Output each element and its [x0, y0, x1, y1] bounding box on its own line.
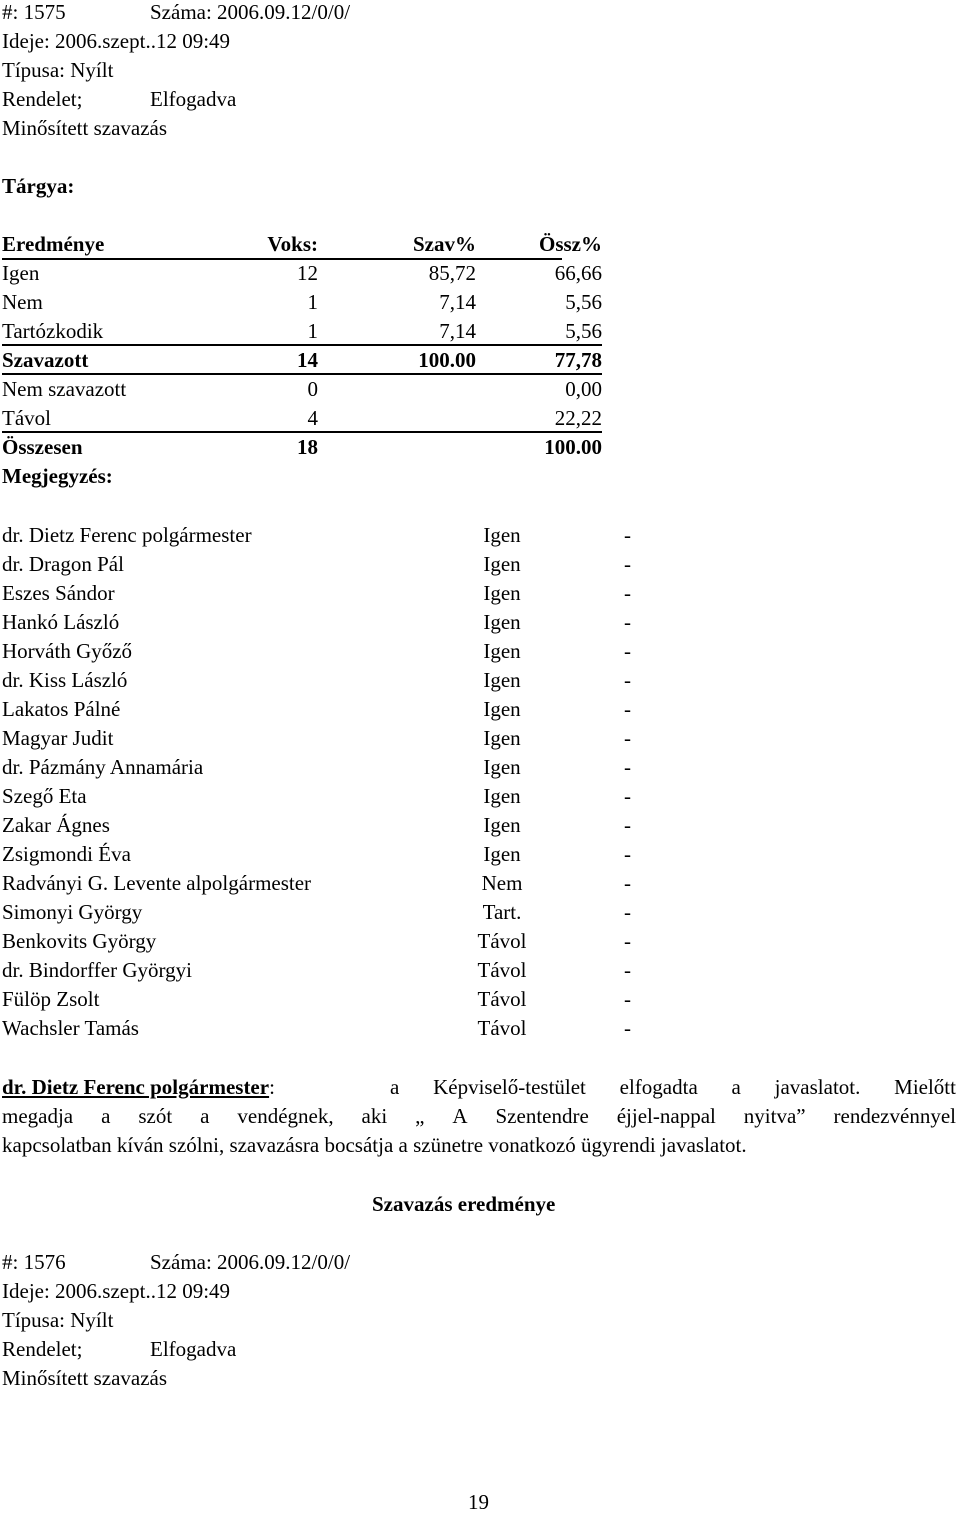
- member-name: Szegő Eta: [2, 784, 87, 808]
- results-cell-szav: 7,14: [439, 319, 476, 343]
- record-targya: Tárgya:: [2, 174, 75, 198]
- record-number: #: 1575: [2, 0, 66, 24]
- member-vote-dash: -: [624, 871, 631, 895]
- results-cell-label: Összesen: [2, 435, 83, 459]
- results-cell-szav: 100.00: [418, 348, 476, 372]
- member-vote-row: [2, 666, 642, 695]
- member-vote-dash: -: [624, 813, 631, 837]
- member-vote-row: [2, 985, 642, 1014]
- record-elfogadva: Elfogadva: [150, 1337, 237, 1361]
- member-vote-row: [2, 956, 642, 985]
- member-name: dr. Pázmány Annamária: [2, 755, 204, 779]
- record-rendelet: Rendelet;: [2, 87, 83, 111]
- results-cell-label: Igen: [2, 261, 40, 285]
- paragraph-speaker-wrap: [2, 1073, 275, 1102]
- results-cell-label: Szavazott: [2, 348, 89, 372]
- paragraph-line-1-word: javaslatot.: [774, 1075, 861, 1099]
- member-vote-row: [2, 521, 642, 550]
- member-vote-dash: -: [624, 523, 631, 547]
- member-vote-row: [2, 1014, 642, 1043]
- member-name: Eszes Sándor: [2, 581, 115, 605]
- member-name: Magyar Judit: [2, 726, 114, 750]
- results-cell-voks: 0: [307, 377, 318, 401]
- paragraph-line-1-word: a: [390, 1075, 400, 1099]
- record-tipusa: Típusa: Nyílt: [2, 1308, 114, 1332]
- record-szama: Száma: 2006.09.12/0/0/: [150, 1250, 351, 1274]
- record-minositett: Minősített szavazás: [2, 1366, 168, 1390]
- member-vote-row: [2, 579, 642, 608]
- results-cell-ossz: 100.00: [544, 435, 602, 459]
- results-cell-ossz: 5,56: [565, 290, 602, 314]
- member-vote-dash: -: [624, 697, 631, 721]
- member-vote-value: Tart.: [482, 900, 522, 924]
- paragraph-line-2-word: rendezvénnyel: [833, 1104, 956, 1128]
- minutes-paragraph: [2, 1073, 956, 1160]
- member-vote-row: [2, 550, 642, 579]
- member-vote-dash: -: [624, 1016, 631, 1040]
- member-vote-value: Igen: [483, 842, 521, 866]
- record-ideje: Ideje: 2006.szept..12 09:49: [2, 1279, 231, 1303]
- member-vote-dash: -: [624, 784, 631, 808]
- member-name: Simonyi György: [2, 900, 143, 924]
- results-header-szav: Szav%: [413, 232, 476, 256]
- results-cell-ossz: 22,22: [554, 406, 602, 430]
- member-vote-value: Igen: [483, 668, 521, 692]
- results-cell-ossz: 66,66: [554, 261, 602, 285]
- member-vote-row: [2, 724, 642, 753]
- paragraph-line-2-word: Szentendre: [495, 1104, 589, 1128]
- member-vote-value: Nem: [481, 871, 523, 895]
- member-name: Radványi G. Levente alpolgármester: [2, 871, 312, 895]
- results-cell-voks: 4: [307, 406, 318, 430]
- member-vote-dash: -: [624, 552, 631, 576]
- record-number: #: 1576: [2, 1250, 66, 1274]
- results-row-osszesen: [2, 433, 606, 462]
- member-vote-row: [2, 927, 642, 956]
- results-cell-label: Távol: [2, 406, 51, 430]
- paragraph-line-2-word: a: [200, 1104, 210, 1128]
- member-vote-dash: -: [624, 987, 631, 1011]
- results-cell-label: Nem: [2, 290, 43, 314]
- member-vote-value: Távol: [477, 929, 527, 953]
- member-name: dr. Bindorffer Györgyi: [2, 958, 192, 982]
- record-minositett: Minősített szavazás: [2, 116, 168, 140]
- paragraph-line-2-word: éjjel-nappal: [616, 1104, 716, 1128]
- results-cell-szav: 85,72: [428, 261, 476, 285]
- paragraph-line-2-word: szót: [138, 1104, 173, 1128]
- member-vote-value: Igen: [483, 726, 521, 750]
- results-header-ossz: Össz%: [539, 232, 602, 256]
- record-szama: Száma: 2006.09.12/0/0/: [150, 0, 351, 24]
- paragraph-line-2: [2, 1102, 956, 1131]
- member-vote-row: [2, 782, 642, 811]
- member-vote-value: Igen: [483, 755, 521, 779]
- results-row: [2, 288, 606, 317]
- results-cell-szav: 7,14: [439, 290, 476, 314]
- member-vote-row: [2, 695, 642, 724]
- paragraph-line-3: kapcsolatban kíván szólni, szavazásra bocsátja a szünetre vonatkozó ügyrendi javaslatot.: [2, 1133, 747, 1157]
- results-cell-ossz: 77,78: [554, 348, 602, 372]
- paragraph-line-2-word: vendégnek,: [237, 1104, 334, 1128]
- paragraph-line-2-word: „: [415, 1104, 425, 1128]
- results-cell-ossz: 0,00: [565, 377, 602, 401]
- member-vote-row: [2, 637, 642, 666]
- paragraph-line-1: [2, 1073, 956, 1102]
- results-row: [2, 375, 606, 404]
- member-vote-dash: -: [624, 639, 631, 663]
- results-cell-ossz: 5,56: [565, 319, 602, 343]
- member-vote-dash: -: [624, 668, 631, 692]
- results-cell-voks: 1: [307, 319, 318, 343]
- megjegyzes-label: Megjegyzés:: [2, 464, 113, 488]
- member-name: dr. Dietz Ferenc polgármester: [2, 523, 252, 547]
- member-vote-value: Igen: [483, 813, 521, 837]
- member-vote-value: Igen: [483, 552, 521, 576]
- member-name: Wachsler Tamás: [2, 1016, 139, 1040]
- member-vote-dash: -: [624, 610, 631, 634]
- member-vote-dash: -: [624, 842, 631, 866]
- member-name: Fülöp Zsolt: [2, 987, 100, 1011]
- member-vote-value: Igen: [483, 639, 521, 663]
- member-name: dr. Dragon Pál: [2, 552, 124, 576]
- paragraph-line-1-word: elfogadta: [619, 1075, 698, 1099]
- record-tipusa: Típusa: Nyílt: [2, 58, 114, 82]
- member-name: Zsigmondi Éva: [2, 842, 131, 866]
- member-vote-value: Igen: [483, 697, 521, 721]
- member-vote-row: [2, 753, 642, 782]
- paragraph-line-2-word: A: [452, 1104, 468, 1128]
- results-header-label: Eredménye: [2, 232, 105, 256]
- paragraph-line-1-rest: [390, 1073, 956, 1102]
- member-vote-dash: -: [624, 726, 631, 750]
- results-cell-label: Nem szavazott: [2, 377, 127, 401]
- page-number: 19: [468, 1490, 489, 1514]
- member-vote-value: Távol: [477, 1016, 527, 1040]
- member-vote-value: Igen: [483, 610, 521, 634]
- paragraph-line-2-word: aki: [361, 1104, 388, 1128]
- member-vote-row: [2, 811, 642, 840]
- paragraph-line-2-word: megadja: [2, 1104, 74, 1128]
- member-vote-row: [2, 898, 642, 927]
- member-vote-value: Távol: [477, 958, 527, 982]
- member-name: Zakar Ágnes: [2, 813, 110, 837]
- member-vote-dash: -: [624, 958, 631, 982]
- member-vote-row: [2, 869, 642, 898]
- record-ideje: Ideje: 2006.szept..12 09:49: [2, 29, 231, 53]
- member-name: Lakatos Pálné: [2, 697, 121, 721]
- results-cell-label: Tartózkodik: [2, 319, 104, 343]
- results-cell-voks: 1: [307, 290, 318, 314]
- results-header-voks: Voks:: [267, 232, 318, 256]
- results-row: [2, 259, 606, 288]
- record-rendelet: Rendelet;: [2, 1337, 83, 1361]
- results-cell-voks: 12: [297, 261, 318, 285]
- member-vote-row: [2, 840, 642, 869]
- record-elfogadva: Elfogadva: [150, 87, 237, 111]
- member-vote-dash: -: [624, 755, 631, 779]
- member-name: dr. Kiss László: [2, 668, 128, 692]
- paragraph-line-2-word: nyitva”: [743, 1104, 806, 1128]
- results-row-szavazott: [2, 346, 606, 375]
- results-header-row: [2, 230, 606, 259]
- member-vote-value: Igen: [483, 581, 521, 605]
- paragraph-line-1-word: Képviselő-testület: [433, 1075, 586, 1099]
- member-vote-value: Igen: [483, 784, 521, 808]
- member-vote-value: Igen: [483, 523, 521, 547]
- member-name: Horváth Győző: [2, 639, 133, 663]
- member-vote-value: Távol: [477, 987, 527, 1011]
- results-row: [2, 317, 606, 346]
- paragraph-line-1-word: Mielőtt: [894, 1075, 956, 1099]
- section-heading: Szavazás eredménye: [372, 1192, 556, 1216]
- member-name: Hankó László: [2, 610, 120, 634]
- results-row: [2, 404, 606, 433]
- results-cell-voks: 18: [297, 435, 318, 459]
- member-vote-dash: -: [624, 929, 631, 953]
- paragraph-colon: :: [269, 1075, 275, 1099]
- paragraph-line-1-word: a: [731, 1075, 741, 1099]
- paragraph-speaker: dr. Dietz Ferenc polgármester: [2, 1075, 270, 1099]
- results-cell-voks: 14: [297, 348, 318, 372]
- member-name: Benkovits György: [2, 929, 157, 953]
- member-vote-dash: -: [624, 900, 631, 924]
- member-vote-dash: -: [624, 581, 631, 605]
- paragraph-line-2-word: a: [101, 1104, 111, 1128]
- member-vote-row: [2, 608, 642, 637]
